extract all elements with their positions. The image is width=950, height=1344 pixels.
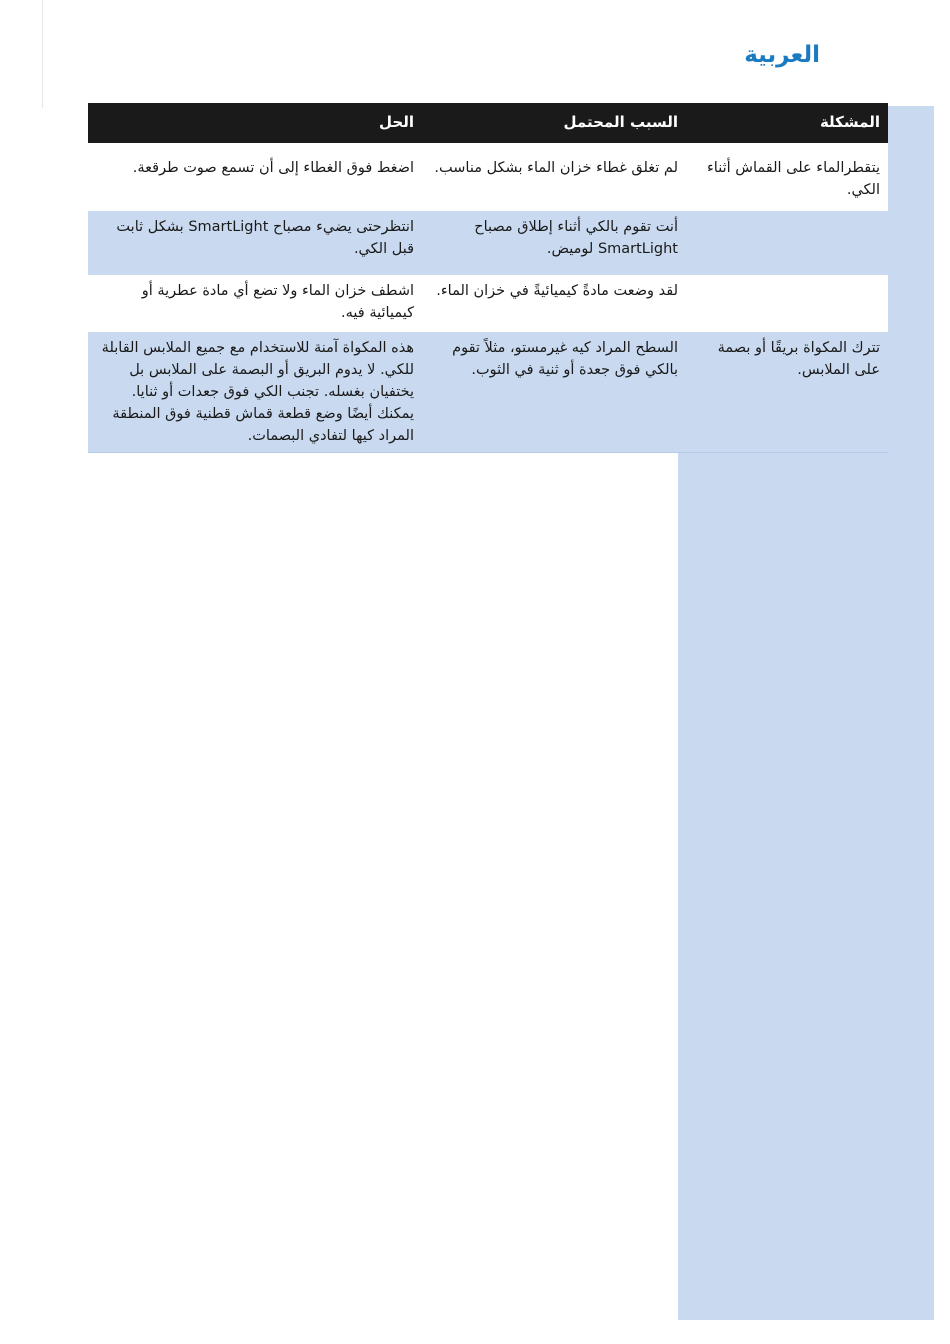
page-edge-rule xyxy=(42,0,43,108)
problem-cell xyxy=(686,275,888,332)
cause-cell: أنت تقوم بالكي أثناء إطلاق مصباح SmartLight لوميض. xyxy=(474,219,678,257)
table-header-row xyxy=(88,103,888,143)
cause-cell: لقد وضعت مادةً كيميائيةً في خزان الماء. xyxy=(436,283,678,299)
cause-cell: السطح المراد كيه غيرمستو، مثلاً تقوم بالكي فوق جعدة أو ثنية في الثوب. xyxy=(452,340,678,378)
troubleshooting-table xyxy=(88,103,888,453)
header-solution: الحل xyxy=(379,113,414,131)
problem-cell: تترك المكواة بريقًا أو بصمة على الملابس. xyxy=(717,340,880,378)
solution-cell: انتظرحتى يضيء مصباح SmartLight بشكل ثابت قبل الكي. xyxy=(116,219,414,257)
cause-cell: لم تغلق غطاء خزان الماء بشكل مناسب. xyxy=(434,160,678,176)
header-cause: السبب المحتمل xyxy=(563,113,678,131)
table-row xyxy=(88,332,888,453)
problem-cell: يتقطرالماء على القماش أثناء الكي. xyxy=(686,152,888,211)
header-problem: المشكلة xyxy=(819,113,880,131)
solution-cell: اشطف خزان الماء ولا تضع أي مادة عطرية أو كيميائية فيه. xyxy=(141,283,414,321)
solution-cell: هذه المكواة آمنة للاستخدام مع جميع الملابس القابلة للكي. لا يدوم البريق أو البصمة على الملابس بل يختفيان بغسله. تجنب الكي فوق جعدات أو ثنايا. يمكنك أيضًا وضع قطعة قماش قطنية فوق المنطقة المراد كيها لتفادي البصمات. xyxy=(101,340,414,444)
solution-cell: اضغط فوق الغطاء إلى أن تسمع صوت طرقعة. xyxy=(132,160,414,176)
table-row xyxy=(88,152,888,211)
table-row xyxy=(88,275,888,332)
problem-cell xyxy=(686,211,888,275)
table-row xyxy=(88,211,888,275)
table-spacer xyxy=(88,143,888,152)
page-title: العربية xyxy=(744,42,820,68)
